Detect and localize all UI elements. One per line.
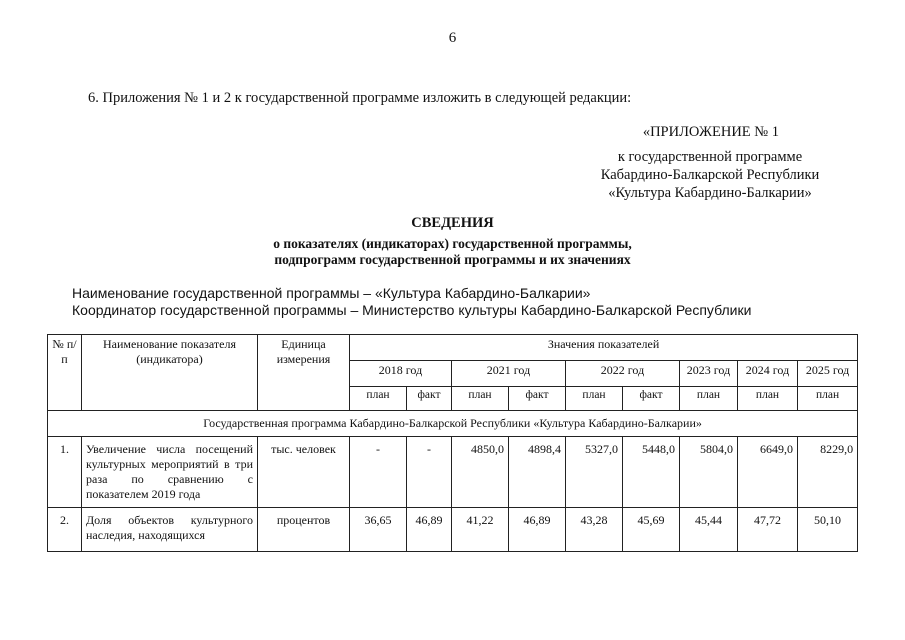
row-value: 41,22 [452, 508, 509, 552]
row-indicator-name: Увеличение числа посещений культурных мероприятий в три раза по сравнению с показателем 2019 года [82, 437, 258, 508]
row-unit: тыс. человек [258, 437, 350, 508]
document-subheading [0, 236, 905, 268]
program-coordinator: Координатор государственной программы – Министерство культуры Кабардино-Балкарской Республики [72, 302, 752, 318]
row-unit: процентов [258, 508, 350, 552]
row-value: 45,44 [680, 508, 738, 552]
row-value: 46,89 [509, 508, 566, 552]
appendix-caption [560, 148, 860, 202]
row-value: - [350, 437, 407, 508]
header-year: 2021 год [452, 361, 566, 387]
row-value: 36,65 [350, 508, 407, 552]
subheading-line-2: подпрограмм государственной программы и их значениях [274, 252, 631, 267]
document-heading: СВЕДЕНИЯ [411, 215, 494, 231]
subheading-line-1: о показателях (индикаторах) государственной программы, [273, 236, 632, 251]
row-indicator-name: Доля объектов культурного наследия, находящихся [82, 508, 258, 552]
row-value: 46,89 [407, 508, 452, 552]
header-year: 2025 год [798, 361, 858, 387]
header-year: 2024 год [738, 361, 798, 387]
appendix-line-1: к государственной программе [617, 149, 803, 165]
table-row [48, 508, 858, 552]
header-year: 2023 год [680, 361, 738, 387]
row-value: 8229,0 [798, 437, 858, 508]
header-plan-fact: план [738, 387, 798, 411]
appendix-line-2: Кабардино-Балкарской Республики [600, 167, 820, 183]
table-row [48, 437, 858, 508]
header-year: 2018 год [350, 361, 452, 387]
header-year: 2022 год [566, 361, 680, 387]
header-plan-fact: факт [623, 387, 680, 411]
row-num: 1. [48, 437, 82, 508]
header-plan-fact: план [566, 387, 623, 411]
row-value: 43,28 [566, 508, 623, 552]
page-number: 6 [448, 30, 457, 46]
header-unit: Единица измерения [258, 335, 350, 411]
header-plan-fact: факт [407, 387, 452, 411]
header-indicator-name: Наименование показателя (индикатора) [82, 335, 258, 411]
row-value: 5327,0 [566, 437, 623, 508]
header-values: Значения показателей [350, 335, 858, 361]
appendix-line-3: «Культура Кабардино-Балкарии» [608, 185, 812, 201]
header-plan-fact: план [798, 387, 858, 411]
row-value: 4898,4 [509, 437, 566, 508]
table-section-row [48, 411, 858, 437]
row-value: - [407, 437, 452, 508]
section-title: Государственная программа Кабардино-Балкарской Республики «Культура Кабардино-Балкарии» [48, 411, 858, 437]
row-value: 45,69 [623, 508, 680, 552]
row-num: 2. [48, 508, 82, 552]
header-plan-fact: план [350, 387, 407, 411]
row-value: 47,72 [738, 508, 798, 552]
row-value: 50,10 [798, 508, 858, 552]
indicators-table [47, 334, 858, 552]
intro-paragraph: 6. Приложения № 1 и 2 к государственной программе изложить в следующей редакции: [88, 90, 632, 106]
header-plan-fact: план [680, 387, 738, 411]
row-value: 5448,0 [623, 437, 680, 508]
appendix-title: «ПРИЛОЖЕНИЕ № 1 [642, 124, 779, 140]
header-plan-fact: план [452, 387, 509, 411]
header-num: № п/п [48, 335, 82, 411]
row-value: 5804,0 [680, 437, 738, 508]
row-value: 4850,0 [452, 437, 509, 508]
row-value: 6649,0 [738, 437, 798, 508]
program-name: Наименование государственной программы – «Культура Кабардино-Балкарии» [72, 285, 591, 301]
header-plan-fact: факт [509, 387, 566, 411]
table-header-row [48, 335, 858, 361]
